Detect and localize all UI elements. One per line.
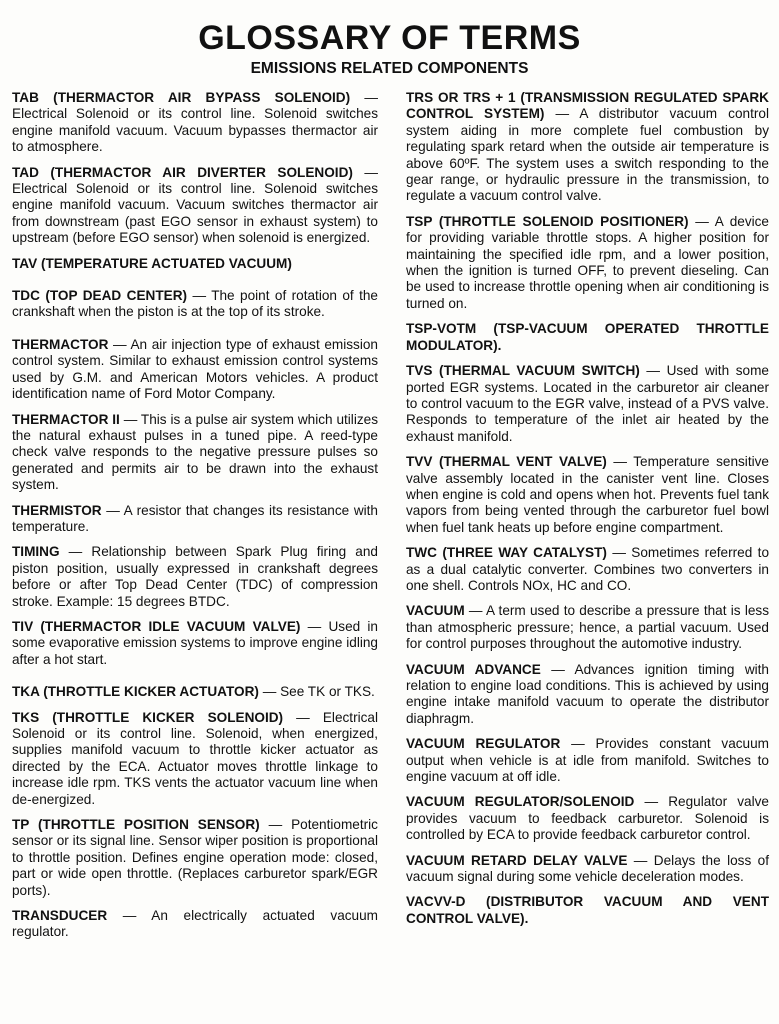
glossary-entry-twc [406, 545, 769, 594]
entry-definition: — Used with some ported EGR systems. Located in the carburetor air cleaner to control vacuum to the EGR valve, instead of a PVS valve. Responds to temperature of the inlet air heated by the exhaust manifold. [406, 363, 769, 444]
left-column [10, 90, 378, 950]
entry-term: VACUUM ADVANCE [406, 661, 541, 677]
glossary-entry-tka [12, 684, 378, 700]
glossary-entry-vacvv-d [406, 894, 769, 927]
entry-term: TVS (THERMAL VACUUM SWITCH) [406, 363, 640, 379]
entry-definition: — Electrical Solenoid or its control line. Solenoid switches engine manifold vacuum. Vacuum bypasses thermactor air to atmosphere. [12, 90, 378, 155]
entry-definition: — Relationship between Spark Plug firing and piston position, usually expressed in crankshaft degrees before or after Top Dead Center (TDC) of compression stroke. Example: 15 degrees BTDC. [12, 544, 378, 609]
glossary-entry-tdc [12, 288, 378, 321]
entry-term: VACUUM RETARD DELAY VALVE [406, 852, 628, 868]
entry-definition: — Advances ignition timing with relation to engine load conditions. This is achieved by using engine intake manifold vacuum to operate the distributor diaphragm. [406, 661, 769, 726]
entry-term: TAD (THERMACTOR AIR DIVERTER SOLENOID) [12, 164, 353, 180]
entry-term: VACUUM REGULATOR/SOLENOID [406, 794, 635, 810]
entry-definition: — Sometimes referred to as a dual catalytic converter. Combines two converters in one shell. Controls NOx, HC and CO. [406, 545, 769, 593]
entry-term: TP (THROTTLE POSITION SENSOR) [12, 817, 260, 833]
page-title: GLOSSARY OF TERMS [198, 19, 581, 57]
entry-term: VACUUM REGULATOR [406, 736, 561, 752]
entry-term: TSP-VOTM (TSP-VACUUM OPERATED THROTTLE MODULATOR). [406, 321, 769, 353]
glossary-entry-tvv [406, 454, 769, 536]
entry-term: TKS (THROTTLE KICKER SOLENOID) [12, 709, 284, 725]
entry-definition: — This is a pulse air system which utilizes the natural exhaust pulses in a tuned pipe. A reed-type check valve responds to the negative pressure pulses so generated and permits air to be drawn into the exhaust system. [12, 411, 379, 493]
entry-term: THERMACTOR II [12, 411, 120, 427]
entry-definition: — Temperature sensitive valve assembly located in the canister vent line. Closes when engine is cold and opens when hot. Prevents fuel tank vapors from being vented through the carburetor fuel bowl when fuel tank heats up before engine compartment. [406, 454, 769, 535]
entry-definition: — A device for providing variable throttle stops. A higher position for maintaining the specified idle rpm, and a lower position, when the ignition is turned OFF, to prevent dieseling. Can be used to increase throttle opening when air conditioning is turned on. [406, 213, 769, 311]
entry-term: TWC (THREE WAY CATALYST) [406, 545, 607, 561]
entry-term: TRANSDUCER [12, 908, 108, 924]
entry-term: TVV (THERMAL VENT VALVE) [406, 454, 607, 470]
glossary-entry-vacuum-regulator-solenoid [406, 794, 769, 843]
entry-definition: — Provides constant vacuum output when vehicle is at idle from manifold. Switches to engine vacuum at off idle. [406, 736, 769, 785]
glossary-entry-trs [406, 90, 769, 205]
entry-term: TRS OR TRS + 1 (TRANSMISSION REGULATED SPARK CONTROL SYSTEM) [406, 90, 769, 122]
glossary-entry-vacuum-advance [406, 662, 769, 728]
glossary-entry-tvs [406, 363, 769, 445]
entry-definition: — An air injection type of exhaust emission control system. Similar to exhaust emission control systems used by G.M. and American Motors vehicles. A product identification name of Ford Motor Company. [12, 336, 378, 402]
entry-term: TIV (THERMACTOR IDLE VACUUM VALVE) [12, 618, 301, 634]
entry-term: VACVV-D (DISTRIBUTOR VACUUM AND VENT CONTROL VALVE). [406, 894, 769, 926]
entry-definition: — Potentiometric sensor or its signal line. Sensor wiper position is proportional to throttle position. Defines engine operation mode: closed, part or wide open throttle. (Replaces carburetor spark/EGR ports). [12, 817, 378, 898]
glossary-entry-thermactor [12, 337, 378, 403]
glossary-entry-tiv [12, 619, 378, 668]
entry-definition: — A term used to describe a pressure that is less than atmospheric pressure; hence, a partial vacuum. Used for control purposes throughout the automotive industry. [406, 603, 769, 652]
glossary-entry-tsp [406, 214, 769, 312]
entry-definition: — See TK or TKS. [258, 684, 375, 700]
glossary-entry-tad [12, 165, 378, 247]
glossary-entry-vacuum [406, 603, 769, 652]
entry-definition: — Used in some evaporative emission systems to improve engine idling after a hot start. [12, 618, 378, 667]
glossary-entry-tav [12, 256, 378, 272]
glossary-columns [10, 90, 769, 950]
glossary-entry-timing [12, 544, 378, 610]
entry-definition: — A resistor that changes its resistance with temperature. [12, 502, 378, 534]
entry-definition: — The point of rotation of the crankshaft when the piston is at the top of its stroke. [12, 288, 378, 320]
glossary-entry-transducer [12, 908, 378, 941]
entry-definition: — Electrical Solenoid or its control line. Solenoid switches engine manifold vacuum. Vacuum switches thermactor air from downstream (past EGO sensor in exhaust system) to upstream (before EGO sensor) when solenoid is energized. [12, 164, 378, 246]
entry-definition: — Regulator valve provides vacuum to feedback carburetor. Solenoid is controlled by ECA to provide feedback carburetor control. [406, 794, 769, 843]
entry-definition: — A distributor vacuum control system aiding in more complete fuel combustion by regulating spark retard when the outside air temperature is above 60ºF. The system uses a switch responding to the gear range, or hydraulic pressure in the transmission, to regulate a vacuum control valve. [406, 106, 769, 204]
glossary-entry-tab [12, 90, 378, 156]
entry-term: VACUUM [406, 603, 465, 619]
glossary-entry-tp [12, 817, 378, 899]
entry-definition: — Electrical Solenoid or its control line. Solenoid, when energized, supplies manifold vacuum to throttle kicker actuator as directed by the ECA. Actuator moves throttle linkage to increase idle rpm. TKS vents the actuator vacuum line when de-energized. [12, 709, 378, 807]
glossary-entry-thermactor-ii [12, 412, 378, 494]
entry-term: TDC (TOP DEAD CENTER) [12, 288, 188, 304]
entry-definition: — Delays the loss of vacuum signal during some vehicle deceleration modes. [406, 852, 769, 885]
entry-term: TIMING [12, 544, 60, 560]
glossary-entry-tsp-votm [406, 321, 769, 354]
entry-term: THERMACTOR [12, 336, 109, 352]
glossary-entry-vacuum-retard-delay-valve [406, 853, 769, 886]
glossary-entry-thermistor [12, 503, 378, 536]
right-column [406, 90, 769, 950]
entry-definition: — An electrically actuated vacuum regulator. [12, 908, 378, 940]
page-subtitle: EMISSIONS RELATED COMPONENTS [250, 60, 529, 77]
glossary-entry-tks [12, 710, 378, 808]
entry-term: TAB (THERMACTOR AIR BYPASS SOLENOID) [12, 90, 351, 105]
entry-term: TSP (THROTTLE SOLENOID POSITIONER) [406, 213, 689, 229]
glossary-entry-vacuum-regulator [406, 736, 769, 785]
entry-term: TKA (THROTTLE KICKER ACTUATOR) [12, 684, 259, 700]
entry-term: THERMISTOR [12, 502, 102, 518]
entry-term: TAV (TEMPERATURE ACTUATED VACUUM) [12, 255, 292, 271]
